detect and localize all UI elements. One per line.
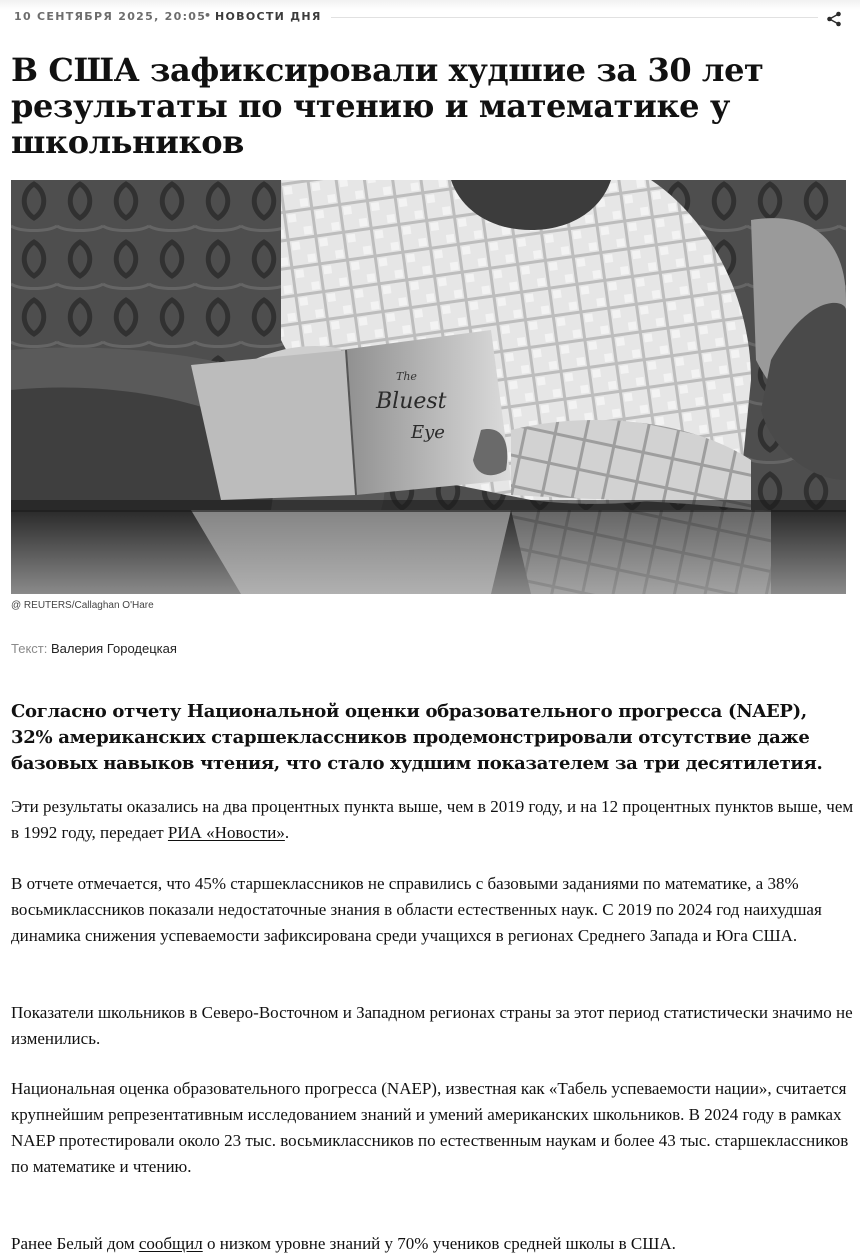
paragraph-1: [11, 794, 856, 846]
photo-credit: @ REUTERS/Callaghan O'Hare: [11, 600, 154, 611]
article-headline: В США зафиксировали худшие за 30 лет результаты по чтению и математике у школьников: [11, 51, 764, 161]
paragraph-4: Национальная оценка образовательного прогресса (NAEP), известная как «Табель успеваемости нации», считается крупнейшим репрезентативным исследованием знаний и умений американских школьников. В 2024 году в рамках NAEP протестировали около 23 тыс. восьмиклассников по естественным наукам и более 43 тыс. старшеклассников по математике и чтению.: [11, 1079, 849, 1176]
top-divider: [0, 0, 860, 10]
book-title-line-2: Bluest: [376, 389, 447, 414]
meta-separator: •: [204, 9, 212, 22]
article-meta-bar: [14, 0, 860, 34]
author-line: [11, 641, 177, 656]
ria-news-link[interactable]: РИА «Новости»: [167, 823, 285, 842]
paragraph-1-text: Эти результаты оказались на два процентных пункта выше, чем в 2019 году, и на 12 процентных пунктов выше, чем в 1992 году, передает: [11, 797, 854, 842]
book-title-line-1: The: [396, 370, 417, 383]
author-name[interactable]: Валерия Городецкая: [50, 641, 177, 656]
paragraph-1-end: .: [284, 823, 290, 842]
paragraph-3: Показатели школьников в Северо-Восточном и Западном регионах страны за этот период статистически значимо не изменились.: [11, 1003, 853, 1048]
white-house-link[interactable]: сообщил: [138, 1234, 203, 1253]
article-photo: [11, 180, 846, 594]
paragraph-2: В отчете отмечается, что 45% старшеклассников не справились с базовыми заданиями по математике, а 38% восьмиклассников показали недостаточные знания в области естественных наук. С 2019 по 2024 год наихудшая динамика снижения успеваемости зафиксирована среди учащихся в регионах Среднего Запада и Юга США.: [11, 874, 822, 945]
rubric-link[interactable]: НОВОСТИ ДНЯ: [215, 10, 322, 23]
paragraph-5-text: Ранее Белый дом: [11, 1234, 139, 1253]
publish-date: 10 СЕНТЯБРЯ 2025, 20:05: [14, 10, 207, 23]
article-lead: Согласно отчету Национальной оценки образовательного прогресса (NAEP), 32% американских старшеклассников продемонстрировали отсутствие даже базовых навыков чтения, что стало худшим показателем за три десятилетия.: [11, 701, 823, 774]
paragraph-5: [11, 1231, 856, 1255]
book-title-line-3: Eye: [411, 422, 445, 443]
author-label: Текст:: [11, 641, 48, 656]
share-icon[interactable]: [826, 11, 842, 27]
meta-divider: [331, 17, 818, 18]
paragraph-5-end: о низком уровне знаний у 70% учеников средней школы в США.: [202, 1234, 676, 1253]
